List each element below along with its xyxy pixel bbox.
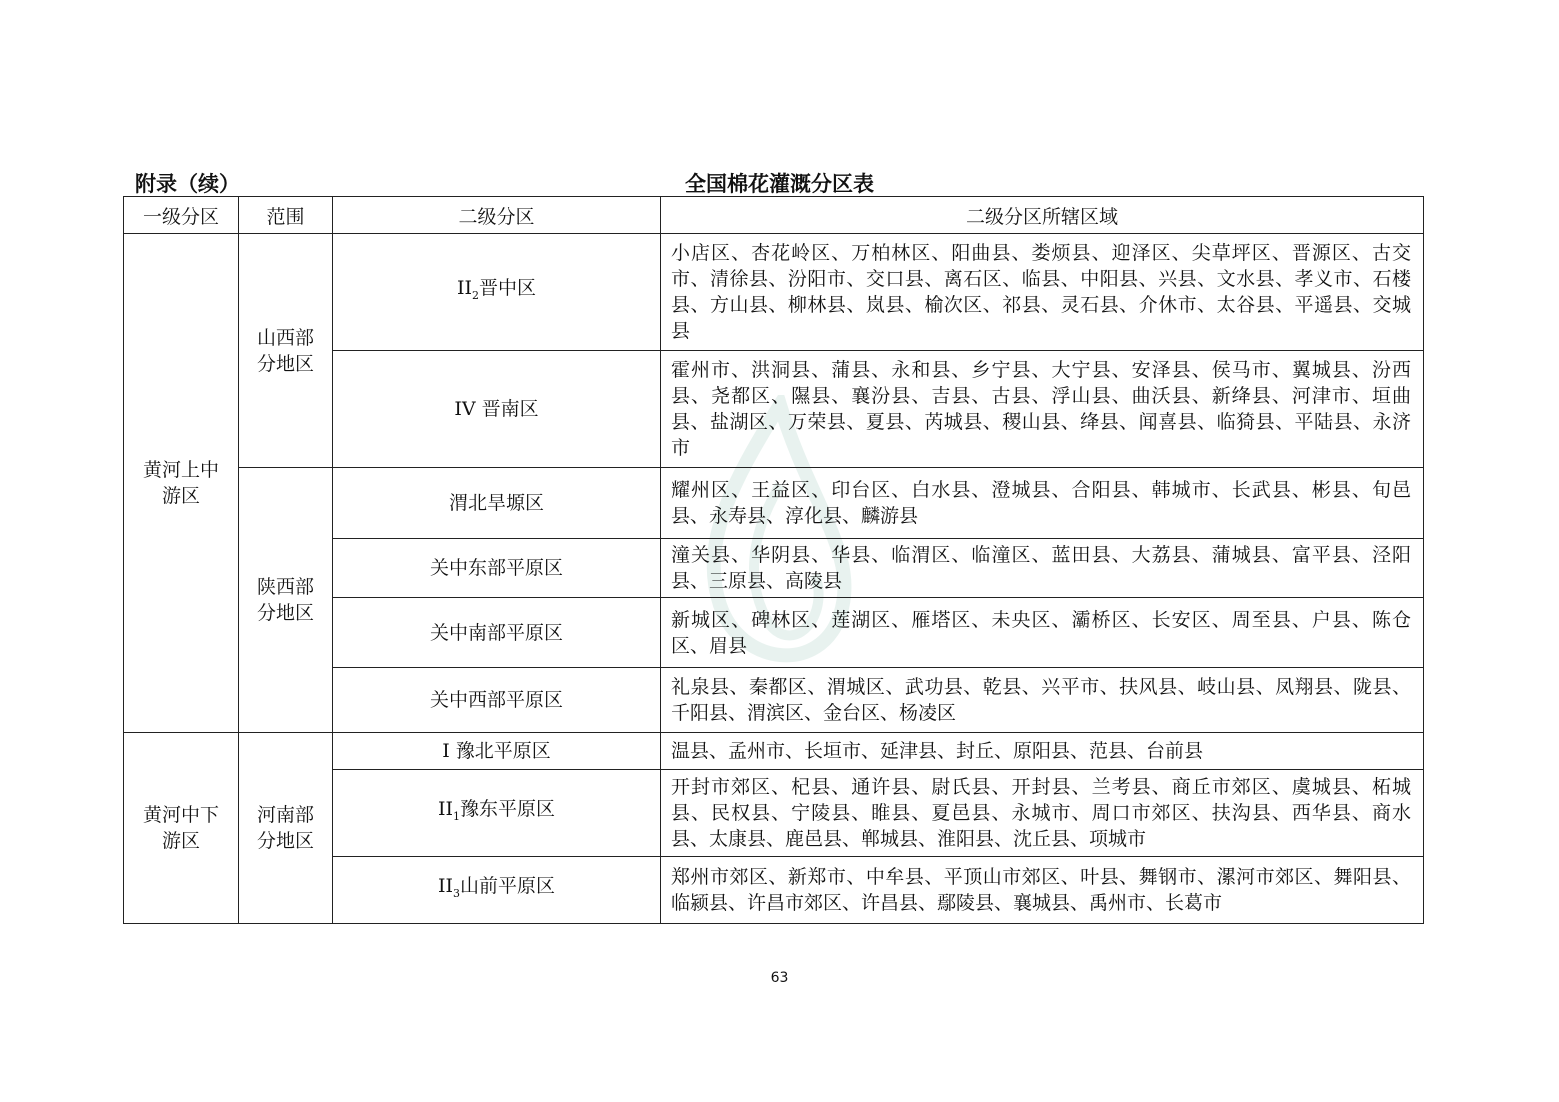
- regions-cell: 郑州市郊区、新郑市、中牟县、平顶山市郊区、叶县、舞钢市、漯河市郊区、舞阳县、临颍县、许昌市郊区、许昌县、鄢陵县、襄城县、禹州市、长葛市: [661, 857, 1424, 924]
- level2-zone-cell: [333, 857, 661, 924]
- regions-cell: 温县、孟州市、长垣市、延津县、封丘、原阳县、范县、台前县: [661, 733, 1424, 770]
- column-header: 二级分区: [333, 197, 661, 234]
- level1-zone-label: 黄河上中游区: [142, 459, 219, 507]
- regions-cell: 礼泉县、秦都区、渭城区、武功县、乾县、兴平市、扶风县、岐山县、凤翔县、陇县、千阳县、渭滨区、金台区、杨凌区: [661, 668, 1424, 733]
- zone-name: 豫北平原区: [455, 740, 551, 762]
- level1-zone-label: 黄河中下游区: [142, 804, 219, 852]
- level1-zone-cell: [124, 733, 239, 924]
- irrigation-zone-table: [123, 196, 1424, 924]
- zone-prefix: II: [437, 798, 453, 821]
- level2-zone-cell: [333, 733, 661, 770]
- zone-name: 豫东平原区: [460, 798, 556, 821]
- level2-zone-cell: [333, 770, 661, 857]
- table-header-row: [124, 197, 1424, 234]
- appendix-label: 附录（续）: [135, 172, 240, 196]
- level1-zone-cell: [124, 234, 239, 733]
- regions-cell: 新城区、碑林区、莲湖区、雁塔区、未央区、灞桥区、长安区、周至县、户县、陈仓区、眉县: [661, 598, 1424, 668]
- table-row: [124, 733, 1424, 770]
- table-row: [124, 468, 1424, 539]
- column-header: 一级分区: [124, 197, 239, 234]
- table-row: [124, 234, 1424, 351]
- scope-cell: [239, 733, 333, 924]
- level2-zone-cell: 关中西部平原区: [333, 668, 661, 733]
- regions-cell: 霍州市、洪洞县、蒲县、永和县、乡宁县、大宁县、安泽县、侯马市、翼城县、汾西县、尧都区、隰县、襄汾县、吉县、古县、浮山县、曲沃县、新绛县、河津市、垣曲县、盐湖区、万荣县、夏县、芮城县、稷山县、绛县、闻喜县、临猗县、平陆县、永济市: [661, 351, 1424, 468]
- scope-label: 山西部分地区: [256, 326, 314, 375]
- level2-zone-cell: 关中南部平原区: [333, 598, 661, 668]
- zone-prefix: II: [456, 277, 472, 300]
- column-header: 范围: [239, 197, 333, 234]
- scope-cell: [239, 468, 333, 733]
- zone-name: 山前平原区: [460, 875, 556, 898]
- scope-cell: [239, 234, 333, 468]
- scope-label: 陕西部分地区: [256, 576, 314, 624]
- zone-name: 晋中区: [479, 277, 537, 300]
- zone-subscript: 1: [453, 809, 460, 823]
- zone-prefix: II: [437, 875, 453, 898]
- zone-subscript: 3: [453, 886, 460, 900]
- level2-zone-cell: 关中东部平原区: [333, 539, 661, 598]
- level2-zone-cell: [333, 234, 661, 351]
- regions-cell: 潼关县、华阴县、华县、临渭区、临潼区、蓝田县、大荔县、蒲城县、富平县、泾阳县、三原县、高陵县: [661, 539, 1424, 598]
- zone-subscript: 2: [472, 288, 479, 302]
- zone-prefix: IV: [454, 398, 482, 420]
- zone-prefix: I: [442, 740, 456, 762]
- page-number: 63: [770, 970, 789, 986]
- regions-cell: 小店区、杏花岭区、万柏林区、阳曲县、娄烦县、迎泽区、尖草坪区、晋源区、古交市、清徐县、汾阳市、交口县、离石区、临县、中阳县、兴县、文水县、孝义市、石楼县、方山县、柳林县、岚县、榆次区、祁县、灵石县、介休市、太谷县、平遥县、交城县: [661, 234, 1424, 351]
- level2-zone-cell: 渭北旱塬区: [333, 468, 661, 539]
- scope-label: 河南部分地区: [256, 804, 314, 852]
- regions-cell: 耀州区、王益区、印台区、白水县、澄城县、合阳县、韩城市、长武县、彬县、旬邑县、永寿县、淳化县、麟游县: [661, 468, 1424, 539]
- level2-zone-cell: [333, 351, 661, 468]
- page-title: 全国棉花灌溉分区表: [685, 172, 874, 196]
- regions-cell: 开封市郊区、杞县、通许县、尉氏县、开封县、兰考县、商丘市郊区、虞城县、柘城县、民权县、宁陵县、睢县、夏邑县、永城市、周口市郊区、扶沟县、西华县、商水县、太康县、鹿邑县、郸城县、淮阳县、沈丘县、项城市: [661, 770, 1424, 857]
- zone-name: 晋南区: [481, 398, 539, 420]
- column-header: 二级分区所辖区域: [661, 197, 1424, 234]
